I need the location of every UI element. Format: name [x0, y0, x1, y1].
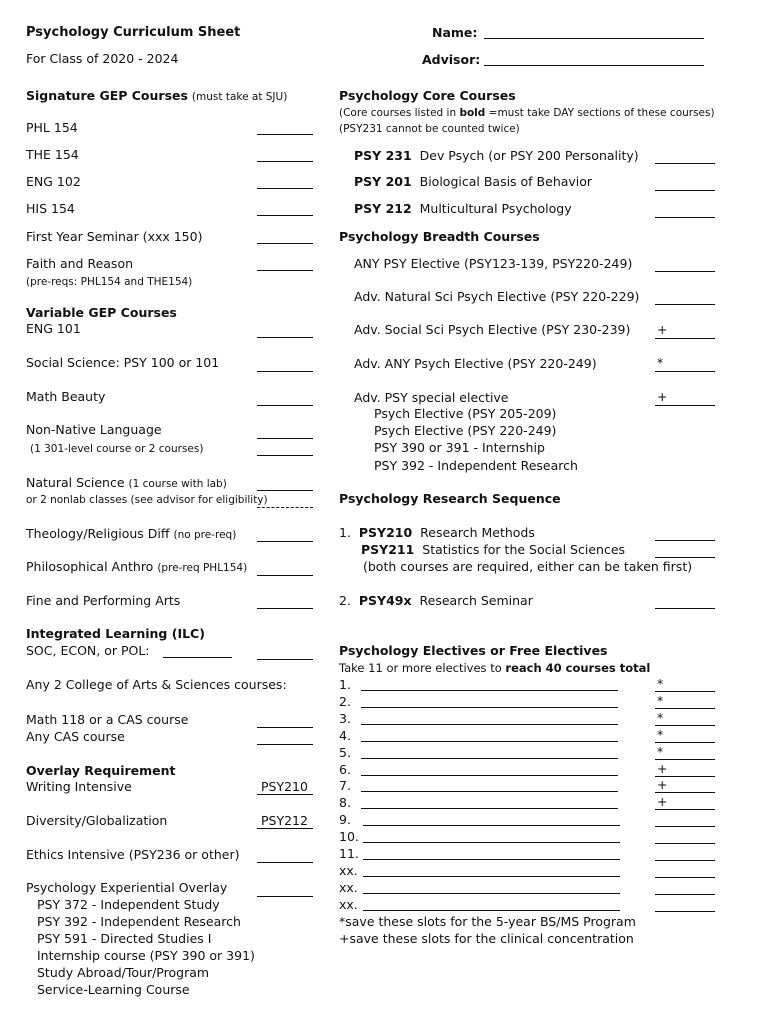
elective-blank[interactable] [655, 742, 715, 743]
elective-course-field[interactable] [361, 741, 618, 742]
elective-blank[interactable] [655, 860, 715, 861]
phil-label: Philosophical Anthro [26, 559, 154, 574]
var-blank[interactable] [257, 541, 313, 542]
core-row [354, 148, 639, 164]
core-blank[interactable] [655, 190, 715, 191]
research-num: 1. [339, 525, 351, 540]
var-blank[interactable] [257, 507, 313, 508]
elective-number: xx. [339, 879, 358, 895]
exp-item: PSY 591 - Directed Studies I [37, 931, 212, 946]
core-title: Psychology Core Courses [339, 88, 516, 103]
nat-sci-note: (1 course with lab) [128, 478, 227, 490]
core-blank[interactable] [655, 217, 715, 218]
special-item: Psych Elective (PSY 205-209) [374, 406, 557, 421]
core-code: PSY 201 [354, 174, 412, 189]
faith-note: (pre-reqs: PHL154 and THE154) [26, 276, 193, 288]
ethics-label: Ethics Intensive (PSY236 or other) [26, 847, 240, 862]
writing-value: PSY210 [261, 779, 308, 794]
elective-number: 1. [339, 677, 351, 692]
footnote-clinical: +save these slots for the clinical concentration [339, 931, 634, 946]
advisor-label: Advisor: [422, 52, 481, 67]
research-code: PSY49x [358, 593, 412, 608]
elective-number: xx. [339, 862, 358, 878]
var-item: Non-Native Language [26, 422, 162, 437]
research-code: PSY210 [358, 525, 413, 540]
var-blank[interactable] [257, 337, 313, 338]
theo [26, 526, 236, 543]
research-row-2 [339, 593, 533, 609]
special-item: PSY 390 or 391 - Internship [374, 440, 545, 455]
var-item: ENG 101 [26, 321, 81, 336]
ilc-blank[interactable] [257, 659, 313, 660]
gep-blank[interactable] [257, 188, 313, 189]
breadth-item: Adv. Social Sci Psych Elective (PSY 230-239) [354, 322, 631, 337]
cas-blank[interactable] [257, 727, 313, 728]
breadth-item: Adv. ANY Psych Elective (PSY 220-249) [354, 356, 597, 371]
research-num: 2. [339, 593, 351, 608]
elective-course-field[interactable] [363, 910, 620, 911]
elective-blank[interactable] [655, 843, 715, 844]
elective-number: 5. [339, 744, 351, 760]
research-name: Research Methods [420, 525, 535, 540]
gep-blank[interactable] [257, 243, 313, 244]
elective-blank[interactable] [655, 725, 715, 726]
elective-course-field[interactable] [363, 893, 620, 894]
research-blank[interactable] [655, 557, 715, 558]
exp-item: Internship course (PSY 390 or 391) [37, 948, 255, 963]
gep-note: (must take at SJU) [191, 91, 288, 103]
ilc-line: SOC, ECON, or POL: [26, 643, 150, 658]
breadth-blank[interactable] [655, 304, 715, 305]
research-name: Statistics for the Social Sciences [422, 542, 626, 557]
elective-mark: * [657, 692, 664, 708]
nat-sci-label: Natural Science [26, 475, 125, 490]
overlay-blank[interactable] [257, 794, 313, 795]
gep-blank[interactable] [257, 270, 313, 271]
elective-blank[interactable] [655, 826, 715, 827]
phil [26, 559, 247, 576]
var-blank[interactable] [257, 438, 313, 439]
core-name: Dev Psych (or PSY 200 Personality) [419, 148, 639, 163]
research-row-1b [361, 542, 625, 558]
elective-blank[interactable] [655, 759, 715, 760]
var-item: Math Beauty [26, 389, 106, 404]
core-note [339, 105, 715, 121]
breadth-item: Adv. Natural Sci Psych Elective (PSY 220-229) [354, 289, 640, 304]
gep-item: THE 154 [26, 147, 79, 162]
var-gep-title: Variable GEP Courses [26, 305, 177, 320]
research-note: (both courses are required, either can be taken first) [363, 559, 693, 574]
breadth-mark: + [657, 322, 668, 337]
core-row [354, 174, 592, 190]
electives-note-bold: reach 40 courses total [505, 661, 651, 675]
ilc-title: Integrated Learning (ILC) [26, 626, 205, 641]
core-name: Multicultural Psychology [419, 201, 572, 216]
elective-mark: * [657, 726, 664, 742]
electives-note-a: Take 11 or more electives to [339, 661, 502, 675]
elective-course-field[interactable] [361, 808, 618, 809]
ilc-course-field[interactable] [163, 657, 232, 658]
breadth-item: ANY PSY Elective (PSY123-139, PSY220-249) [354, 256, 633, 271]
overlay-blank[interactable] [257, 828, 313, 829]
core-name: Biological Basis of Behavior [419, 174, 593, 189]
core-note2: (PSY231 cannot be counted twice) [339, 123, 520, 135]
gep-item: Faith and Reason [26, 256, 134, 271]
writing-label: Writing Intensive [26, 779, 132, 794]
breadth-mark: * [657, 355, 664, 370]
breadth-title: Psychology Breadth Courses [339, 229, 540, 244]
elective-mark: * [657, 709, 664, 725]
elective-course-field[interactable] [363, 859, 620, 860]
elective-mark: + [657, 794, 668, 810]
elective-blank[interactable] [655, 894, 715, 895]
core-note-b: =must take DAY sections of these courses) [488, 107, 715, 119]
elective-number: 2. [339, 693, 351, 709]
gep-item: First Year Seminar (xxx 150) [26, 229, 203, 244]
elective-number: xx. [339, 896, 358, 912]
gep-item: PHL 154 [26, 120, 78, 135]
core-note-bold: bold [459, 107, 486, 119]
theo-label: Theology/Religious Diff [26, 526, 170, 541]
exp-item: Study Abroad/Tour/Program [37, 965, 210, 980]
name-label: Name: [432, 25, 478, 40]
elective-blank[interactable] [655, 809, 715, 810]
elective-blank[interactable] [655, 776, 715, 777]
var-blank[interactable] [257, 608, 313, 609]
breadth-blank[interactable] [655, 371, 715, 372]
diversity-label: Diversity/Globalization [26, 813, 168, 828]
core-row [354, 201, 572, 217]
elective-blank[interactable] [655, 691, 715, 692]
cas-blank[interactable] [257, 744, 313, 745]
name-field[interactable] [484, 38, 704, 39]
gep-blank[interactable] [257, 215, 313, 216]
research-code: PSY211 [361, 542, 415, 557]
elective-number: 4. [339, 727, 351, 743]
breadth-blank[interactable] [655, 271, 715, 272]
page-title: Psychology Curriculum Sheet [26, 25, 241, 40]
cas2-label: Any 2 College of Arts & Sciences courses: [26, 677, 287, 692]
elective-course-field[interactable] [361, 690, 618, 691]
gep-blank[interactable] [257, 161, 313, 162]
var-blank[interactable] [257, 405, 313, 406]
research-blank[interactable] [655, 540, 715, 541]
elective-course-field[interactable] [363, 842, 620, 843]
math118-label: Math 118 or a CAS course [26, 712, 189, 727]
elective-number: 7. [339, 778, 351, 794]
elective-course-field[interactable] [363, 876, 620, 877]
elective-mark: * [657, 676, 664, 691]
core-code: PSY 231 [354, 148, 412, 163]
research-row-1 [339, 525, 535, 541]
lang-note: (1 301-level course or 2 courses) [30, 443, 204, 455]
class-of: For Class of 2020 - 2024 [26, 51, 179, 66]
var-item: Fine and Performing Arts [26, 593, 181, 608]
overlay-title: Overlay Requirement [26, 763, 176, 778]
exp-item: PSY 392 - Independent Research [37, 914, 241, 929]
special-item: PSY 392 - Independent Research [374, 458, 578, 473]
var-blank[interactable] [257, 490, 313, 491]
elective-blank[interactable] [655, 911, 715, 912]
elective-mark: + [657, 760, 668, 776]
nat-sci [26, 475, 227, 492]
var-blank[interactable] [257, 371, 313, 372]
var-blank[interactable] [257, 575, 313, 576]
var-item: Social Science: PSY 100 or 101 [26, 355, 220, 370]
footnote-bsms: *save these slots for the 5-year BS/MS Program [339, 914, 636, 929]
core-code: PSY 212 [354, 201, 412, 216]
elective-number: 11. [339, 846, 359, 861]
gep-title: Signature GEP Courses [26, 88, 188, 103]
diversity-value: PSY212 [261, 813, 308, 828]
elective-course-field[interactable] [361, 775, 618, 776]
elective-course-field[interactable] [361, 758, 618, 759]
var-blank[interactable] [257, 455, 313, 456]
elective-course-field[interactable] [361, 724, 618, 725]
elective-course-field[interactable] [361, 791, 618, 792]
gep-item: HIS 154 [26, 201, 75, 216]
advisor-field[interactable] [484, 65, 704, 66]
nat-sci-note2: or 2 nonlab classes (see advisor for eligibility) [26, 494, 268, 506]
special-item: Psych Elective (PSY 220-249) [374, 423, 557, 438]
overlay-blank[interactable] [257, 862, 313, 863]
theo-note: (no pre-req) [173, 529, 237, 541]
gep-blank[interactable] [257, 134, 313, 135]
breadth-item: Adv. PSY special elective [354, 390, 509, 405]
research-title: Psychology Research Sequence [339, 491, 561, 506]
breadth-blank[interactable] [655, 338, 715, 339]
breadth-blank[interactable] [655, 405, 715, 406]
elective-number: 8. [339, 795, 351, 811]
exp-item: PSY 372 - Independent Study [37, 897, 220, 912]
elective-course-field[interactable] [363, 825, 620, 826]
exp-blank[interactable] [257, 896, 313, 897]
research-blank[interactable] [655, 608, 715, 609]
electives-title: Psychology Electives or Free Electives [339, 643, 608, 658]
elective-blank[interactable] [655, 877, 715, 878]
elective-number: 10. [339, 829, 359, 845]
elective-number: 3. [339, 710, 351, 726]
electives-note [339, 660, 650, 676]
elective-mark: * [657, 743, 664, 759]
breadth-mark: + [657, 389, 668, 404]
gep-item: ENG 102 [26, 174, 81, 189]
core-blank[interactable] [655, 163, 715, 164]
core-note-a: (Core courses listed in [339, 107, 457, 119]
exp-title: Psychology Experiential Overlay [26, 880, 228, 895]
elective-number: 9. [339, 812, 351, 828]
elective-blank[interactable] [655, 792, 715, 793]
exp-item: Service-Learning Course [37, 982, 190, 997]
elective-blank[interactable] [655, 708, 715, 709]
elective-course-field[interactable] [361, 707, 618, 708]
elective-number: 6. [339, 761, 351, 777]
elective-mark: + [657, 777, 668, 793]
gep-heading [26, 88, 287, 105]
phil-note: (pre-req PHL154) [157, 562, 248, 574]
anycas-label: Any CAS course [26, 729, 125, 744]
research-name: Research Seminar [419, 593, 533, 608]
